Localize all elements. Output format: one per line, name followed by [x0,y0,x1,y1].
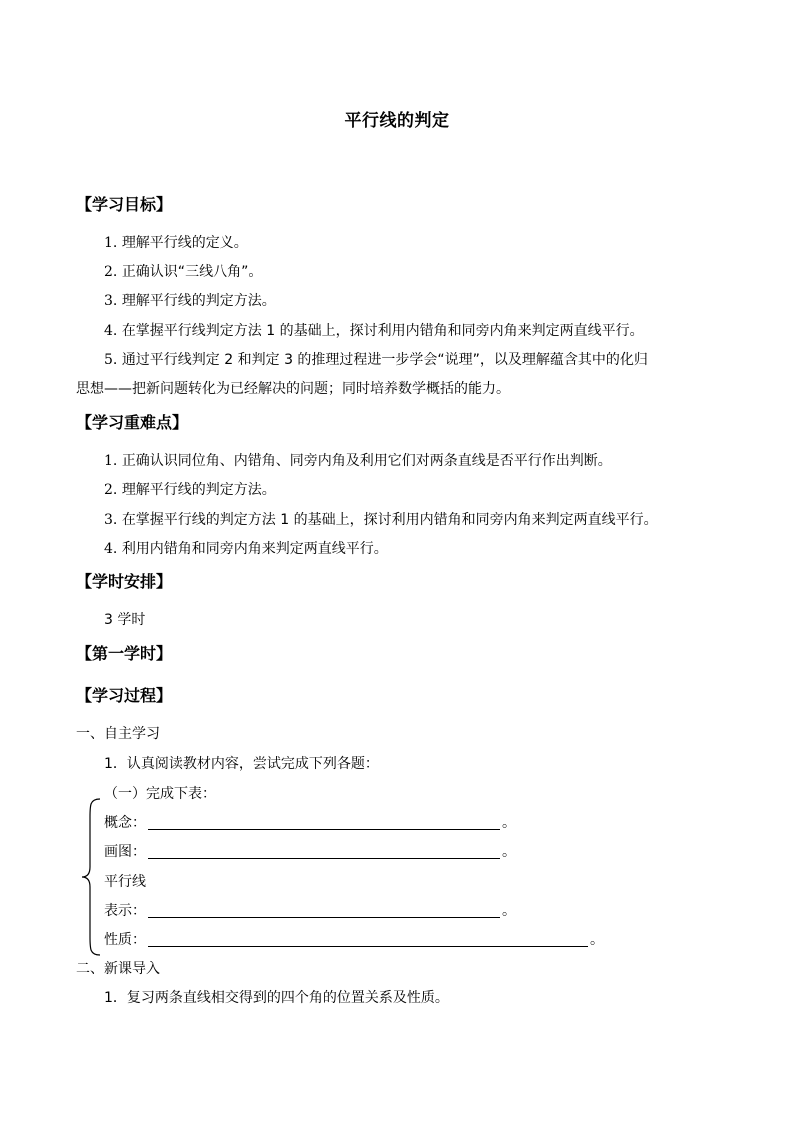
part2-step1: 1．复习两条直线相交得到的四个角的位置关系及性质。 [104,990,449,1006]
keypoints-heading: 【学习重难点】 [76,413,189,432]
objective-item-5 [104,351,648,369]
keypoint-item-4 [104,540,388,558]
concept-field [104,814,516,832]
field-end: 。 [502,844,516,860]
item-number: 4. [104,541,118,557]
field-label: 表示： [104,903,146,919]
field-label: 平行线 [104,874,146,890]
objective-item-1 [104,234,248,252]
drawing-field [104,843,516,861]
page-title: 平行线的判定 [344,111,450,131]
item-number: 2. [104,264,118,280]
item-text: 在掌握平行线判定方法 1 的基础上，探讨利用内错角和同旁内角来判定两直线平行。 [121,323,644,339]
property-blank[interactable] [148,932,588,947]
objectives-heading: 【学习目标】 [76,195,173,214]
field-label: 性质： [104,932,146,948]
objective-item-5-continued: 思想——把新问题转化为已经解决的问题；同时培养数学概括的能力。 [76,381,510,397]
keypoint-item-1 [104,452,612,470]
schedule-text: 3 学时 [104,612,146,628]
field-label: 概念： [104,815,146,831]
item-number: 3. [104,512,118,528]
notation-blank[interactable] [148,903,500,918]
item-text: 通过平行线判定 2 和判定 3 的推理过程进一步学会“说理”，以及理解蕴含其中的化归 [121,352,648,368]
schedule-heading: 【学时安排】 [76,572,173,591]
item-text: 正确认识同位角、内错角、同旁内角及利用它们对两条直线是否平行作出判断。 [121,453,612,469]
field-end: 。 [502,815,516,831]
item-number: 3. [104,293,118,309]
item-text: 理解平行线的定义。 [121,235,248,251]
parallel-line-label [104,873,146,891]
part2-title: 二、新课导入 [76,961,160,977]
keypoint-item-3 [104,511,658,529]
item-text: 理解平行线的判定方法。 [121,482,276,498]
first-period-heading: 【第一学时】 [76,644,173,663]
objective-item-3 [104,292,276,310]
part1-step1: 1．认真阅读教材内容，尝试完成下列各题： [104,756,379,772]
drawing-blank[interactable] [148,844,500,859]
item-number: 2. [104,482,118,498]
objective-item-4 [104,322,644,340]
property-field [104,931,604,949]
left-brace-icon [80,797,102,957]
objective-item-2 [104,263,262,281]
part1-sub-heading: （一）完成下表： [104,786,216,802]
item-text: 利用内错角和同旁内角来判定两直线平行。 [121,541,388,557]
process-heading: 【学习过程】 [76,686,173,705]
item-text: 在掌握平行线的判定方法 1 的基础上，探讨利用内错角和同旁内角来判定两直线平行。 [121,512,658,528]
concept-blank[interactable] [148,815,500,830]
field-end: 。 [502,903,516,919]
item-text: 理解平行线的判定方法。 [121,293,276,309]
item-number: 4. [104,323,118,339]
item-number: 1. [104,235,118,251]
field-label: 画图： [104,844,146,860]
field-end: 。 [590,932,604,948]
notation-field [104,902,516,920]
item-text: 正确认识“三线八角”。 [121,264,263,280]
item-number: 1. [104,453,118,469]
part1-title: 一、自主学习 [76,726,160,742]
keypoint-item-2 [104,481,276,499]
item-number: 5. [104,352,118,368]
